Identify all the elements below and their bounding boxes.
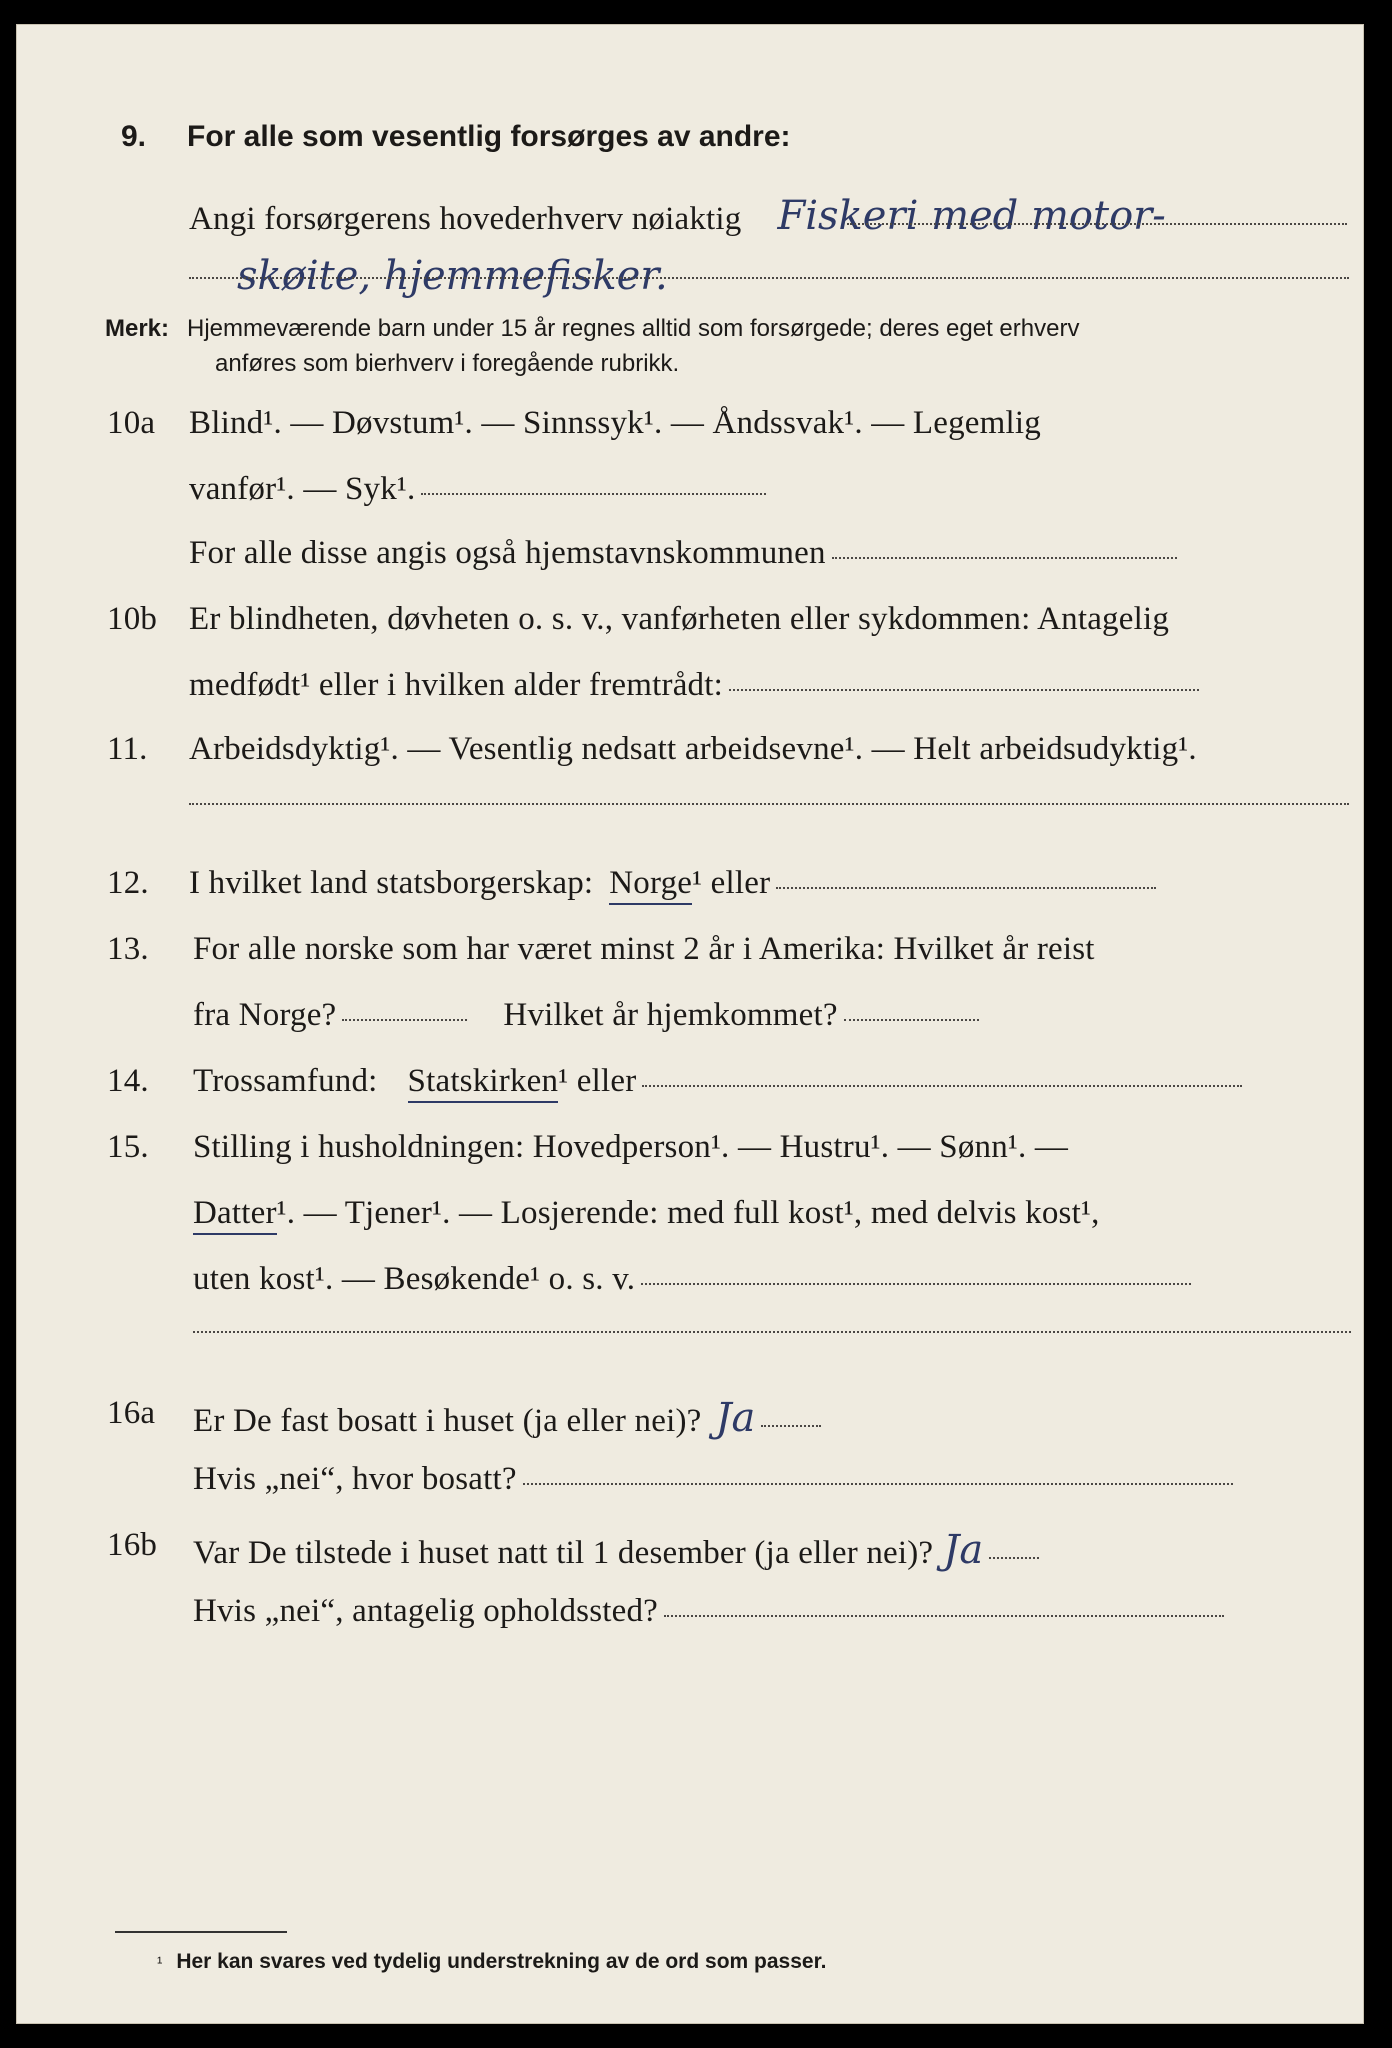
- q16a-line2: Hvis „nei“, hvor bosatt?: [193, 1461, 517, 1497]
- q10b-line1: Er blindheten, døvheten o. s. v., vanførheten eller sykdommen: Antagelig: [189, 601, 1170, 637]
- census-form-page: [16, 24, 1364, 2024]
- q14-post: ¹ eller: [558, 1063, 637, 1099]
- q16a-number: 16a: [107, 1395, 156, 1431]
- q16b-number: 16b: [107, 1527, 158, 1563]
- q9-answer-line2: skøite, hjemmefisker.: [237, 253, 668, 299]
- q16a-line1: Er De fast bosatt i huset (ja eller nei)?: [193, 1403, 702, 1439]
- q16a-answer: Ja: [715, 1395, 756, 1441]
- footnote-text: Her kan svares ved tydelig understrekning av de ord som passer.: [176, 1950, 827, 1973]
- merk-line2: anføres som bierhverv i foregående rubrikk.: [215, 350, 680, 377]
- q16b-line2: Hvis „nei“, antagelig opholdssted?: [193, 1593, 659, 1629]
- q11-line1: Arbeidsdyktig¹. — Vesentlig nedsatt arbeidsevne¹. — Helt arbeidsudyktig¹.: [189, 731, 1197, 767]
- q12-underlined-norge: Norge: [609, 865, 692, 905]
- q9-number: 9.: [121, 120, 147, 153]
- q10a-line2: vanfør¹. — Syk¹.: [189, 471, 416, 507]
- q15-number: 15.: [107, 1129, 149, 1165]
- q14-number: 14.: [107, 1063, 149, 1099]
- q16b-answer: Ja: [943, 1527, 984, 1573]
- q12-post: ¹ eller: [692, 865, 771, 901]
- q13-line1: For alle norske som har været minst 2 år i Amerika: Hvilket år reist: [193, 931, 1095, 967]
- merk-label: Merk:: [105, 315, 170, 342]
- q14-pre: Trossamfund:: [193, 1063, 378, 1099]
- q15-line3: uten kost¹. — Besøkende¹ o. s. v.: [193, 1261, 636, 1297]
- q15-line2-rest: ¹. — Tjener¹. — Losjerende: med full kost¹, med delvis kost¹,: [276, 1195, 1100, 1231]
- q15-underlined-datter: Datter: [193, 1195, 277, 1235]
- q10a-line3: For alle disse angis også hjemstavnskommunen: [189, 535, 826, 571]
- q10b-number: 10b: [107, 601, 158, 637]
- footnote-mark: ¹: [157, 1955, 163, 1972]
- q12-number: 12.: [107, 865, 149, 901]
- q13-line2b: Hvilket år hjemkommet?: [503, 997, 838, 1033]
- q14-underlined-statskirken: Statskirken: [408, 1063, 559, 1103]
- q9-answer-line1: Fiskeri med motor-: [777, 193, 1166, 239]
- q13-line2a: fra Norge?: [193, 997, 337, 1033]
- merk-line1: Hjemmeværende barn under 15 år regnes alltid som forsørgede; deres eget erhverv: [187, 315, 1080, 342]
- q10b-line2: medfødt¹ eller i hvilken alder fremtrådt:: [189, 667, 723, 703]
- q16b-line1: Var De tilstede i huset natt til 1 desember (ja eller nei)?: [193, 1535, 934, 1571]
- q12-pre: I hvilket land statsborgerskap:: [189, 865, 594, 901]
- q10a-line1: Blind¹. — Døvstum¹. — Sinnssyk¹. — Åndssvak¹. — Legemlig: [189, 405, 1041, 441]
- q13-number: 13.: [107, 931, 149, 967]
- q11-number: 11.: [107, 731, 148, 767]
- q10a-number: 10a: [107, 405, 156, 441]
- q15-line1: Stilling i husholdningen: Hovedperson¹. — Hustru¹. — Sønn¹. —: [193, 1129, 1069, 1165]
- q9-label: Angi forsørgerens hovederhverv nøiaktig: [189, 201, 742, 237]
- q9-heading: For alle som vesentlig forsørges av andre:: [187, 120, 791, 153]
